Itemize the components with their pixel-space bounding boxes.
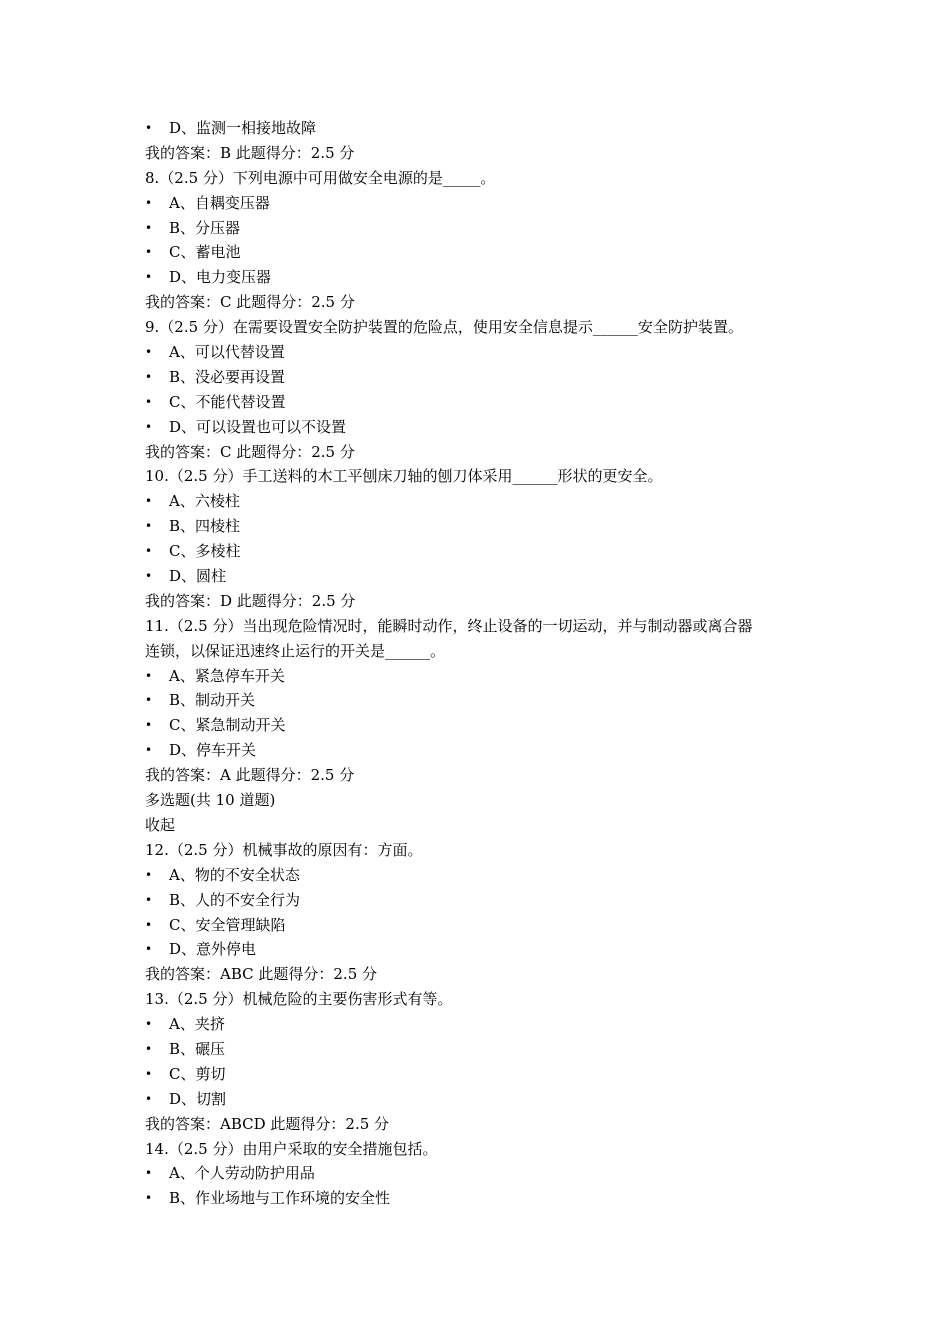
bullet-icon: • xyxy=(145,1017,153,1032)
bullet-icon: • xyxy=(145,693,153,708)
answer-option xyxy=(145,390,825,415)
bullet-icon: • xyxy=(145,270,153,285)
question-text: 11.（2.5 分）当出现危险情况时，能瞬时动作，终止设备的一切运动，并与制动器或离合器 xyxy=(145,616,753,635)
question-text: 14.（2.5 分）由用户采取的安全措施包括。 xyxy=(145,1139,438,1158)
bullet-icon: • xyxy=(145,519,153,534)
collapse-link[interactable]: 收起 xyxy=(145,815,176,834)
question-text: 9.（2.5 分）在需要设置安全防护装置的危险点，使用安全信息提示______安全防护装置。 xyxy=(145,318,743,337)
answer-option xyxy=(145,1012,825,1037)
bullet-icon: • xyxy=(145,220,153,235)
my-answer-line: 我的答案：C 此题得分：2.5 分 xyxy=(145,293,355,312)
bullet-icon: • xyxy=(145,892,153,907)
answer-option xyxy=(145,863,825,888)
question-text: 13.（2.5 分）机械危险的主要伤害形式有等。 xyxy=(145,990,453,1009)
option-label: D、监测一相接地故障 xyxy=(169,119,317,137)
question-text: 12.（2.5 分）机械事故的原因有：方面。 xyxy=(145,840,423,859)
option-label: C、多棱柱 xyxy=(169,542,241,561)
option-label: B、四棱柱 xyxy=(169,517,241,536)
option-label: D、电力变压器 xyxy=(169,268,272,287)
my-answer-line: 我的答案：ABCD 此题得分：2.5 分 xyxy=(145,1114,390,1133)
bullet-icon: • xyxy=(145,718,153,733)
answer-option xyxy=(145,1186,825,1211)
my-answer-line: 我的答案：C 此题得分：2.5 分 xyxy=(145,442,355,461)
answer-option xyxy=(145,514,825,539)
bullet-icon: • xyxy=(145,942,153,957)
answer-option xyxy=(145,564,825,589)
option-label: A、夹挤 xyxy=(169,1015,225,1034)
option-label: D、意外停电 xyxy=(169,940,257,959)
bullet-icon: • xyxy=(145,394,153,409)
bullet-icon: • xyxy=(145,1066,153,1081)
option-label: C、安全管理缺陷 xyxy=(169,915,286,934)
bullet-icon: • xyxy=(145,245,153,260)
option-label: A、自耦变压器 xyxy=(169,193,270,212)
option-label: A、物的不安全状态 xyxy=(169,865,300,884)
option-label: B、碾压 xyxy=(169,1039,226,1058)
option-label: C、不能代替设置 xyxy=(169,392,286,411)
answer-option xyxy=(145,888,825,913)
answer-option xyxy=(145,240,825,265)
my-answer-line: 我的答案：A 此题得分：2.5 分 xyxy=(145,766,355,785)
bullet-icon: • xyxy=(145,494,153,509)
bullet-icon: • xyxy=(145,544,153,559)
option-label: B、人的不安全行为 xyxy=(169,890,301,909)
bullet-icon: • xyxy=(145,121,153,135)
bullet-icon: • xyxy=(145,743,153,758)
my-answer-line: 我的答案：D 此题得分：2.5 分 xyxy=(145,591,356,610)
bullet-icon: • xyxy=(145,569,153,584)
bullet-icon: • xyxy=(145,419,153,434)
answer-option xyxy=(145,265,825,290)
option-label: D、可以设置也可以不设置 xyxy=(169,417,347,436)
option-label: B、没必要再设置 xyxy=(169,367,286,386)
answer-option xyxy=(145,489,825,514)
my-answer-line: 我的答案：B 此题得分：2.5 分 xyxy=(145,143,355,162)
bullet-icon: • xyxy=(145,1191,153,1206)
answer-option xyxy=(145,340,825,365)
option-label: B、分压器 xyxy=(169,218,241,237)
answer-option xyxy=(145,539,825,564)
answer-option xyxy=(145,365,825,390)
option-label: A、紧急停车开关 xyxy=(169,666,285,685)
answer-option xyxy=(145,688,825,713)
my-answer-line: 我的答案：ABC 此题得分：2.5 分 xyxy=(145,965,378,984)
answer-option xyxy=(145,1087,825,1112)
answer-option xyxy=(145,1062,825,1087)
bullet-icon: • xyxy=(145,1166,153,1181)
answer-option xyxy=(145,216,825,241)
answer-option xyxy=(145,713,825,738)
answer-option xyxy=(145,1161,825,1186)
option-label: C、紧急制动开关 xyxy=(169,716,286,735)
bullet-icon: • xyxy=(145,345,153,360)
answer-option xyxy=(145,116,825,141)
question-text-continued: 连锁，以保证迅速终止运行的开关是______。 xyxy=(145,641,446,660)
answer-option xyxy=(145,1037,825,1062)
bullet-icon: • xyxy=(145,668,153,683)
bullet-icon: • xyxy=(145,917,153,932)
option-label: A、个人劳动防护用品 xyxy=(169,1164,315,1183)
question-text: 8.（2.5 分）下列电源中可用做安全电源的是_____。 xyxy=(145,168,496,187)
option-label: A、可以代替设置 xyxy=(169,343,285,362)
bullet-icon: • xyxy=(145,867,153,882)
answer-option xyxy=(145,664,825,689)
option-label: B、制动开关 xyxy=(169,691,256,710)
question-text: 10.（2.5 分）手工送料的木工平刨床刀轴的刨刀体采用______形状的更安全。 xyxy=(145,467,663,486)
answer-option xyxy=(145,913,825,938)
option-label: D、停车开关 xyxy=(169,741,257,760)
answer-option xyxy=(145,415,825,440)
bullet-icon: • xyxy=(145,1041,153,1056)
option-label: D、圆柱 xyxy=(169,567,227,586)
bullet-icon: • xyxy=(145,369,153,384)
bullet-icon: • xyxy=(145,195,153,210)
option-label: D、切割 xyxy=(169,1089,227,1108)
answer-option xyxy=(145,937,825,962)
option-label: C、剪切 xyxy=(169,1064,226,1083)
option-label: B、作业场地与工作环境的安全性 xyxy=(169,1189,391,1208)
section-title: 多选题(共 10 道题) xyxy=(145,791,276,810)
bullet-icon: • xyxy=(145,1091,153,1106)
answer-option xyxy=(145,738,825,763)
answer-option xyxy=(145,191,825,216)
option-label: A、六棱柱 xyxy=(169,492,240,511)
option-label: C、蓄电池 xyxy=(169,243,241,262)
quiz-content xyxy=(145,116,825,1211)
